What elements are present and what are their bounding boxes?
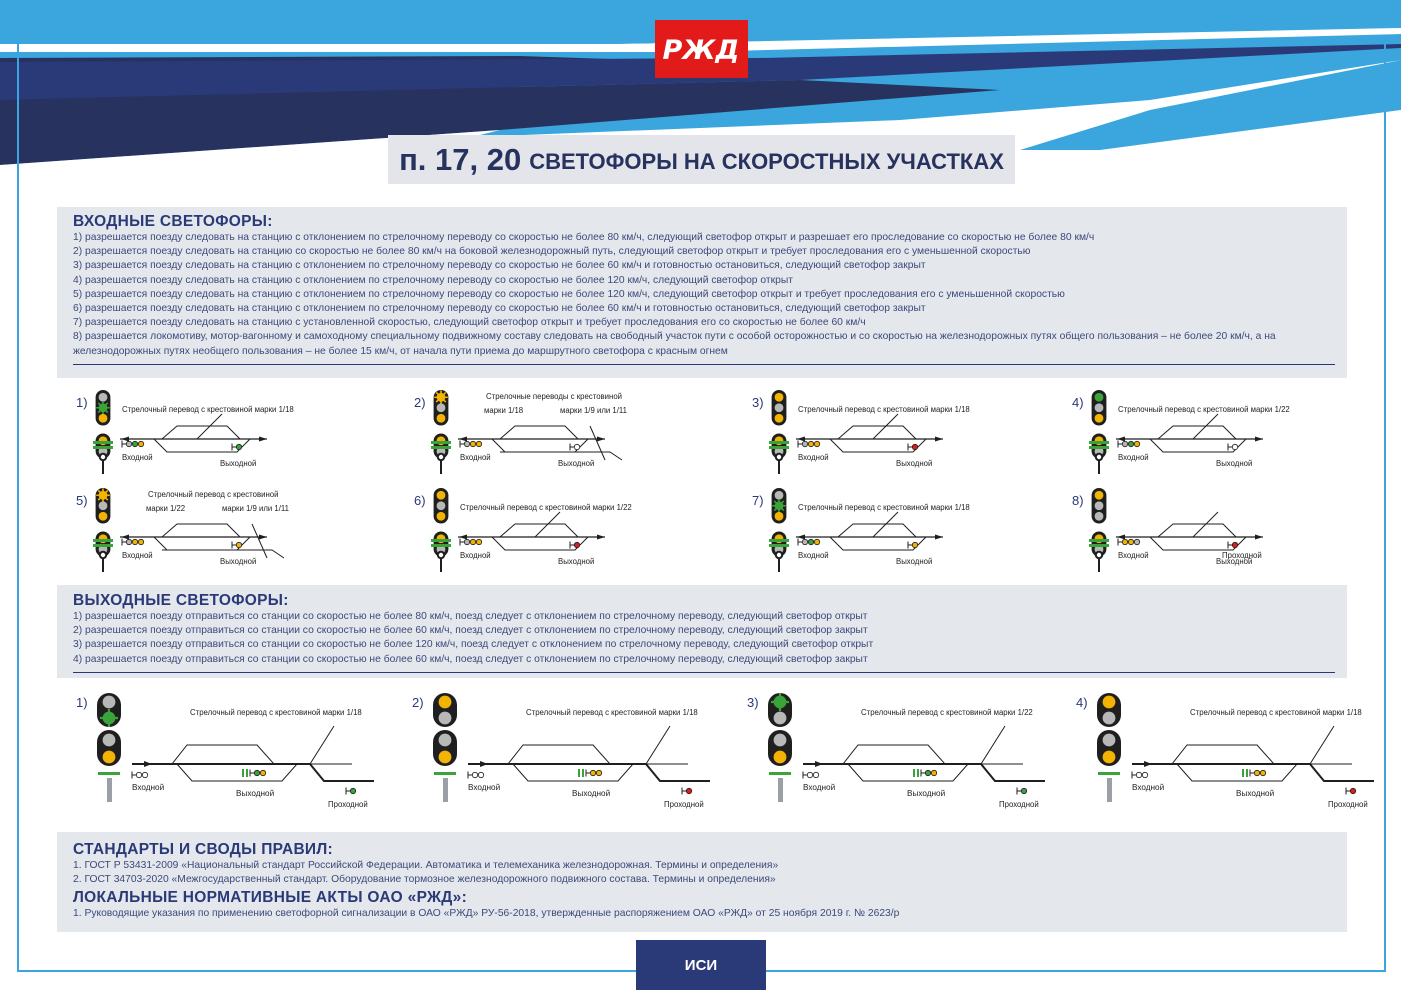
diagram-number: 2) [412, 695, 424, 710]
entry-mini-lamp [802, 441, 807, 446]
exit-signal-label: Выходной [1216, 459, 1253, 468]
diagram-number: 7) [752, 493, 764, 508]
entry-signal-label: Входной [122, 453, 153, 462]
signal-band [769, 441, 789, 444]
direction-arrow [815, 761, 823, 767]
signal-lamp [774, 712, 787, 725]
siding-track [1172, 745, 1274, 764]
exit-signal-label: Выходной [896, 557, 933, 566]
signal-lamp [1103, 712, 1116, 725]
siding-track [177, 764, 297, 781]
entry-diagram [1058, 484, 1358, 580]
entry-diagram [62, 386, 362, 482]
signal-lamp [1103, 696, 1116, 709]
entry-mini-lamp [464, 539, 469, 544]
signal-band [1089, 446, 1109, 449]
siding-track [154, 439, 250, 452]
signal-band [431, 441, 451, 444]
signal-band [93, 441, 113, 444]
standards-item: 2. ГОСТ 34703-2020 «Межгосударственный стандарт. Оборудование тормозное железнодорожного подвижного состава. Термины и определения» [73, 874, 776, 886]
entry-signal-label: Входной [468, 783, 501, 792]
entry-diagram [62, 484, 362, 580]
exit-signal-label: Выходной [572, 789, 611, 798]
siding-track [154, 537, 250, 550]
signal-band [98, 772, 120, 775]
entry-signal-label: Входной [460, 551, 491, 560]
entry-mini-lamp [808, 441, 813, 446]
signal-band [93, 539, 113, 542]
diagram-number: 6) [414, 493, 426, 508]
entry-signal-label: Входной [1118, 551, 1149, 560]
siding-track [848, 764, 968, 781]
entry-mini-lamp [802, 539, 807, 544]
direction-arrow [144, 761, 152, 767]
siding-track [500, 426, 578, 439]
signal-lamp [99, 501, 108, 510]
exit-signals-panel [57, 585, 1347, 678]
entry-signal-label: Входной [798, 453, 829, 462]
local-acts-heading: ЛОКАЛЬНЫЕ НОРМАТИВНЫЕ АКТЫ ОАО «РЖД»: [73, 889, 468, 907]
entry-mini-lamp [1142, 772, 1147, 777]
divider [73, 672, 1335, 673]
signal-band [1089, 441, 1109, 444]
entry-signal-label: Входной [1132, 783, 1165, 792]
signal-lamp [1095, 414, 1104, 423]
entry-mini-lamp [1128, 441, 1133, 446]
exit-mini-lamp [574, 542, 579, 547]
exit-signal-label: Выходной [236, 789, 275, 798]
exit-signal-label: Выходной [896, 459, 933, 468]
switch-label: Стрелочный перевод с крестовиной марки 1/22 [460, 503, 632, 512]
signal-lamp [1095, 393, 1104, 402]
signal-band [1089, 544, 1109, 547]
signal-lamp [774, 751, 787, 764]
entry-mini-lamp [1128, 539, 1133, 544]
exit-signal-label: Выходной [558, 459, 595, 468]
entry-item: 2) разрешается поезду следовать на станцию со скоростью не более 80 км/ч на боковой железнодорожный путь, следующий светофор открыт и требует проследования его с уменьшенной скоростью [73, 246, 1031, 258]
entry-mini-lamp [470, 441, 475, 446]
entry-item: 8) разрешается локомотиву, мотор-вагонному и самоходному специальному подвижному составу следовать на свободный участок пути с особой осторожностью и со скоростью на железнодорожных путях общего пользования – не более 20 км/ч, а на железнодорожных путях необщего пользования – не более 15 км/ч, от начала пути приема до маршрутного светофора с красным огнем [73, 331, 1276, 357]
signal-band [93, 544, 113, 547]
pass-signal-label: Проходной [328, 800, 368, 809]
pass-signal-label: Проходной [1328, 800, 1368, 809]
signal-lamp [437, 414, 446, 423]
diagram-number: 1) [76, 695, 88, 710]
signal-lamp [439, 696, 452, 709]
entry-diagram [400, 386, 700, 482]
siding-track [830, 439, 926, 452]
entry-mini-lamp [807, 772, 812, 777]
signal-lamp [775, 512, 784, 521]
divider [73, 364, 1335, 365]
switch-label: Стрелочный перевод с крестовиной марки 1/18 [190, 708, 362, 717]
pass-signal-label: Проходной [664, 800, 704, 809]
siding-track [1150, 537, 1246, 550]
pass-mini-lamp [350, 788, 355, 793]
entry-mini-lamp [126, 441, 131, 446]
entry-mini-lamp [136, 772, 141, 777]
siding-track [1158, 426, 1236, 439]
signal-band [769, 539, 789, 542]
entry-signal-label: Входной [122, 551, 153, 560]
switch-line [1310, 726, 1334, 764]
svg-text:РЖД: РЖД [662, 35, 740, 66]
siding-track [830, 537, 926, 550]
siding-track [162, 426, 240, 439]
signal-post [778, 778, 783, 802]
entry-mini-lamp [132, 539, 137, 544]
signal-lamp [1095, 512, 1104, 521]
exit-diagram [62, 688, 382, 818]
entry-diagram [738, 484, 1038, 580]
signal-band [1089, 539, 1109, 542]
signal-lamp [99, 393, 108, 402]
signal-band [1098, 772, 1120, 775]
entry-signals-panel [57, 207, 1347, 378]
siding-track [838, 426, 916, 439]
standards-panel [57, 832, 1347, 932]
exit-diagram [398, 688, 718, 818]
entry-mini-lamp [813, 772, 818, 777]
direction-arrow [1144, 761, 1152, 767]
signal-lamp [775, 403, 784, 412]
flash-rays [96, 401, 110, 415]
exit-mini-lamp [590, 770, 595, 775]
entry-mini-lamp [808, 539, 813, 544]
switch-line [981, 726, 1005, 764]
diagram-number: 2) [414, 395, 426, 410]
signal-lamp [1103, 751, 1116, 764]
switch-label: марки 1/9 или 1/11 [560, 406, 627, 415]
entry-diagram [400, 484, 700, 580]
siding-track [513, 764, 633, 781]
siding-track [1177, 764, 1297, 781]
diagram-number: 4) [1076, 695, 1088, 710]
diagram-number: 3) [752, 395, 764, 410]
entry-mini-lamp [1122, 441, 1127, 446]
exit-item: 3) разрешается поезду отправиться со станции со скоростью не более 120 км/ч, поезд следует с отклонением по стрелочному переводу, следующий светофор открыт [73, 639, 874, 651]
siding-track [1150, 439, 1246, 452]
exit-signal-label: Выходной [907, 789, 946, 798]
exit-heading: ВЫХОДНЫЕ СВЕТОФОРЫ: [73, 592, 289, 609]
entry-item: 3) разрешается поезду следовать на станцию с отклонением по стрелочному переводу со скоростью не более 60 км/ч и готовностью остановиться, следующий светофор закрыт [73, 260, 926, 272]
exit-mini-lamp [574, 444, 579, 449]
direction-arrow [480, 761, 488, 767]
pass-mini-lamp [1350, 788, 1355, 793]
exit-mini-lamp [1254, 770, 1259, 775]
exit-item: 4) разрешается поезду отправиться со станции со скоростью не более 60 км/ч, поезд следует с отклонением по стрелочному переводу, следующий светофор закрыт [73, 653, 868, 665]
exit-signal-label: Выходной [1216, 557, 1253, 566]
signal-band [434, 772, 456, 775]
exit-signal-label: Выходной [1236, 789, 1275, 798]
exit-mini-lamp [1260, 770, 1265, 775]
entry-item: 5) разрешается поезду следовать на станцию с отклонением по стрелочному переводу со скоростью не более 120 км/ч, следующий светофор открыт и требует проследования его с уменьшенной скоростью [73, 288, 1065, 300]
entry-heading: ВХОДНЫЕ СВЕТОФОРЫ: [73, 213, 273, 230]
switch-line [310, 726, 334, 764]
exit-item: 1) разрешается поезду отправиться со станции со скоростью не более 80 км/ч, поезд следует с отклонением по стрелочному переводу, следующий светофор открыт [73, 611, 868, 622]
exit-signal-label: Выходной [558, 557, 595, 566]
standards-item: 1. ГОСТ Р 53431-2009 «Национальный стандарт Российской Федерации. Автоматика и телемеханика железнодорожная. Термины и определения» [73, 860, 779, 871]
exit-mini-lamp [1232, 444, 1237, 449]
signal-lamp [437, 512, 446, 521]
signal-lamp [1095, 501, 1104, 510]
signal-lamp [437, 403, 446, 412]
entry-mini-lamp [464, 441, 469, 446]
diagram-number: 3) [747, 695, 759, 710]
signal-lamp [1103, 734, 1116, 747]
exit-mini-lamp [925, 770, 930, 775]
entry-diagram [1058, 386, 1358, 482]
switch-label: Стрелочный перевод с крестовиной марки 1/18 [798, 405, 970, 414]
exit-mini-lamp [596, 770, 601, 775]
entry-item: 4) разрешается поезду следовать на станцию с отклонением по стрелочному переводу со скоростью не более 120 км/ч, следующий светофор открыт [73, 274, 793, 286]
exit-mini-lamp [260, 770, 265, 775]
signal-band [93, 446, 113, 449]
signal-lamp [775, 491, 784, 500]
siding-track [172, 745, 274, 764]
siding-track [492, 439, 588, 452]
entry-mini-lamp [476, 441, 481, 446]
switch-label: Стрелочный перевод с крестовиной [148, 490, 279, 499]
flash-rays [434, 390, 448, 404]
signal-lamp [103, 696, 116, 709]
exit-mini-lamp [254, 770, 259, 775]
signal-band [431, 446, 451, 449]
signal-lamp [437, 501, 446, 510]
entry-signal-label: Входной [798, 551, 829, 560]
siding-track [843, 745, 945, 764]
entry-signal-label: Входной [460, 453, 491, 462]
signal-post [107, 778, 112, 802]
switch-label: Стрелочные переводы с крестовиной [486, 392, 623, 401]
exit-mini-lamp [236, 542, 241, 547]
entry-item: 6) разрешается поезду следовать на станцию с отклонением по стрелочному переводу со скоростью не более 60 км/ч и готовностью остановиться, следующий светофор закрыт [73, 303, 926, 315]
switch-label: марки 1/18 [484, 406, 524, 415]
signal-lamp [1095, 491, 1104, 500]
title-text: СВЕТОФОРЫ НА СКОРОСТНЫХ УЧАСТКАХ [529, 148, 1004, 174]
signal-post [1107, 778, 1112, 802]
entry-signal-label: Входной [803, 783, 836, 792]
signal-band [769, 446, 789, 449]
exit-mini-lamp [912, 542, 917, 547]
entry-signal-label: Входной [132, 783, 165, 792]
pass-signal-label: Проходной [999, 800, 1039, 809]
page-title [388, 135, 1015, 184]
title-number: п. 17, 20 [399, 141, 522, 177]
entry-mini-lamp [1136, 772, 1141, 777]
entry-item: 7) разрешается поезду следовать на станцию с установленной скоростью, следующий светофор открыт и требует проследования его со скоростью не более 60 км/ч [73, 317, 866, 329]
entry-mini-lamp [138, 539, 143, 544]
pass-signal-label: Проходной [1222, 551, 1262, 560]
switch-label: Стрелочный перевод с крестовиной марки 1/18 [526, 708, 698, 717]
signal-lamp [103, 751, 116, 764]
signal-post [443, 778, 448, 802]
signal-lamp [774, 734, 787, 747]
entry-mini-lamp [814, 539, 819, 544]
entry-mini-lamp [814, 441, 819, 446]
siding-track [838, 524, 916, 537]
switch-label: марки 1/22 [146, 504, 186, 513]
signal-lamp [439, 712, 452, 725]
signal-lamp [437, 491, 446, 500]
exit-diagram [733, 688, 1053, 818]
entry-mini-lamp [132, 441, 137, 446]
signal-lamp [439, 751, 452, 764]
switch-label: Стрелочный перевод с крестовиной марки 1/18 [1190, 708, 1362, 717]
signal-band [431, 539, 451, 542]
switch-label: Стрелочный перевод с крестовиной марки 1/22 [1118, 405, 1290, 414]
exit-diagram [1062, 688, 1382, 818]
siding-track [500, 524, 578, 537]
signal-lamp [439, 734, 452, 747]
switch-label: Стрелочный перевод с крестовиной марки 1/22 [861, 708, 1033, 717]
switch-label: Стрелочный перевод с крестовиной марки 1/18 [122, 405, 294, 414]
flash-rays [772, 499, 786, 513]
diagram-number: 5) [76, 493, 88, 508]
diagram-number: 1) [76, 395, 88, 410]
entry-mini-lamp [1134, 441, 1139, 446]
diagram-number: 8) [1072, 493, 1084, 508]
signal-lamp [1095, 403, 1104, 412]
entry-mini-lamp [142, 772, 147, 777]
entry-mini-lamp [1134, 539, 1139, 544]
signal-band [769, 544, 789, 547]
pass-mini-lamp [1021, 788, 1026, 793]
entry-mini-lamp [476, 539, 481, 544]
entry-mini-lamp [1122, 539, 1127, 544]
entry-mini-lamp [472, 772, 477, 777]
switch-line [646, 726, 670, 764]
exit-signal-label: Выходной [220, 557, 257, 566]
flash-rays [96, 488, 110, 502]
isi-tab: ИСИ [636, 940, 766, 990]
entry-mini-lamp [470, 539, 475, 544]
signal-band [431, 544, 451, 547]
signal-lamp [775, 414, 784, 423]
entry-diagram [738, 386, 1038, 482]
entry-mini-lamp [126, 539, 131, 544]
exit-mini-lamp [931, 770, 936, 775]
exit-signal-label: Выходной [220, 459, 257, 468]
entry-mini-lamp [478, 772, 483, 777]
signal-band [769, 772, 791, 775]
siding-track [1158, 524, 1236, 537]
exit-mini-lamp [236, 444, 241, 449]
signal-lamp [99, 512, 108, 521]
local-acts-item: 1. Руководящие указания по применению светофорной сигнализации в ОАО «РЖД» РУ-56-2018, утвержденные распоряжением ОАО «РЖД» от 25 ноября 2019 г. № 2623/р [73, 908, 900, 920]
standards-heading: СТАНДАРТЫ И СВОДЫ ПРАВИЛ: [73, 841, 334, 858]
signal-lamp [103, 734, 116, 747]
entry-mini-lamp [138, 441, 143, 446]
signal-lamp [775, 393, 784, 402]
entry-item: 1) разрешается поезду следовать на станцию с отклонением по стрелочному переводу со скоростью не более 80 км/ч, следующий светофор открыт и разрешает его проследование со скоростью не более 80 км/ч [73, 232, 1095, 243]
switch-label: Стрелочный перевод с крестовиной марки 1/18 [798, 503, 970, 512]
siding-track [162, 524, 240, 537]
siding-track [508, 745, 610, 764]
exit-mini-lamp [912, 444, 917, 449]
entry-signal-label: Входной [1118, 453, 1149, 462]
siding-track [492, 537, 588, 550]
diagram-number: 4) [1072, 395, 1084, 410]
pass-mini-lamp [686, 788, 691, 793]
switch-label: марки 1/9 или 1/11 [222, 504, 289, 513]
rzd-logo [655, 20, 748, 78]
exit-mini-lamp [1232, 542, 1237, 547]
signal-lamp [99, 414, 108, 423]
exit-item: 2) разрешается поезду отправиться со станции со скоростью не более 60 км/ч, поезд следует с отклонением по стрелочному переводу, следующий светофор закрыт [73, 625, 868, 637]
